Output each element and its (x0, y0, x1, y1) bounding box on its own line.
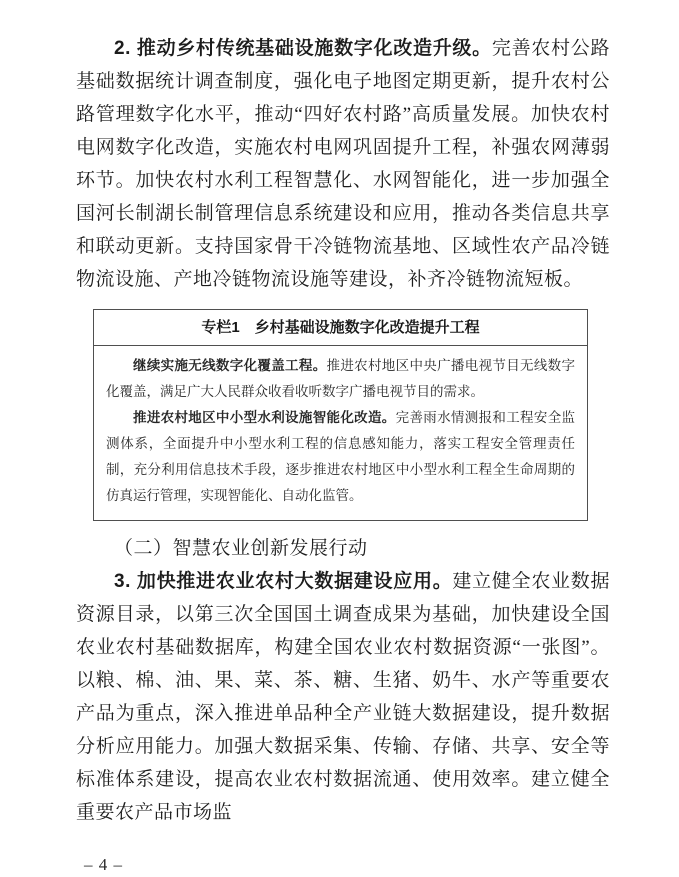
page-number: – 4 – (84, 855, 123, 874)
column-1-box-body (94, 346, 587, 520)
section-heading-2: （二）智慧农业创新发展行动 (114, 538, 368, 559)
column-1-box-title: 专栏1 乡村基础设施数字化改造提升工程 (94, 310, 587, 346)
paragraph-1-bold-lead: 2. 推动乡村传统基础设施数字化改造升级。 (114, 38, 492, 59)
column-box-paragraph-2-lead: 推进农村地区中小型水利设施智能化改造。 (133, 410, 396, 425)
column-1-box (93, 309, 588, 521)
column-box-paragraph-1-body: 推进农村地区中央广播电视节目无线数字化覆盖，满足广大人民群众收看收听数字广播电视节目的需求。 (106, 358, 575, 399)
paragraph-3-body-text: 建立健全农业数据资源目录，以第三次全国国土调查成果为基础，加快建设全国农业农村基础数据库，构建全国农业农村数据资源“一张图”。以粮、棉、油、果、菜、茶、糖、生猪、奶牛、水产等重要农产品为重点，深入推进单品种全产业链大数据建设，提升数据分析应用能力。加强大数据采集、传输、存储、共享、安全等标准体系建设，提高农业农村数据流通、使用效率。建立健全重要农产品市场监 (76, 571, 610, 823)
column-box-paragraph-2-body: 完善雨水情测报和工程安全监测体系，全面提升中小型水利工程的信息感知能力，落实工程安全管理责任制，充分利用信息技术手段，逐步推进农村地区中小型水利工程全生命周期的仿真运行管理，实现智能化、自动化监管。 (106, 410, 576, 503)
column-box-paragraph-1-lead: 继续实施无线数字化覆盖工程。 (133, 358, 327, 373)
column-box-paragraph-2 (106, 405, 575, 509)
paragraph-1-body-text: 完善农村公路基础数据统计调查制度，强化电子地图定期更新，提升农村公路管理数字化水平，推动“四好农村路”高质量发展。加快农村电网数字化改造，实施农村电网巩固提升工程，补强农网薄弱环节。加快农村水利工程智慧化、水网智能化，进一步加强全国河长制湖长制管理信息系统建设和应用，推动各类信息共享和联动更新。支持国家骨干冷链物流基地、区域性农产品冷链物流设施、产地冷链物流设施等建设，补齐冷链物流短板。 (76, 38, 610, 290)
paragraph-3-bold-lead: 3. 加快推进农业农村大数据建设应用。 (114, 571, 453, 592)
paragraph-3 (76, 565, 610, 829)
column-box-paragraph-1 (106, 353, 575, 405)
paragraph-1 (76, 32, 610, 296)
